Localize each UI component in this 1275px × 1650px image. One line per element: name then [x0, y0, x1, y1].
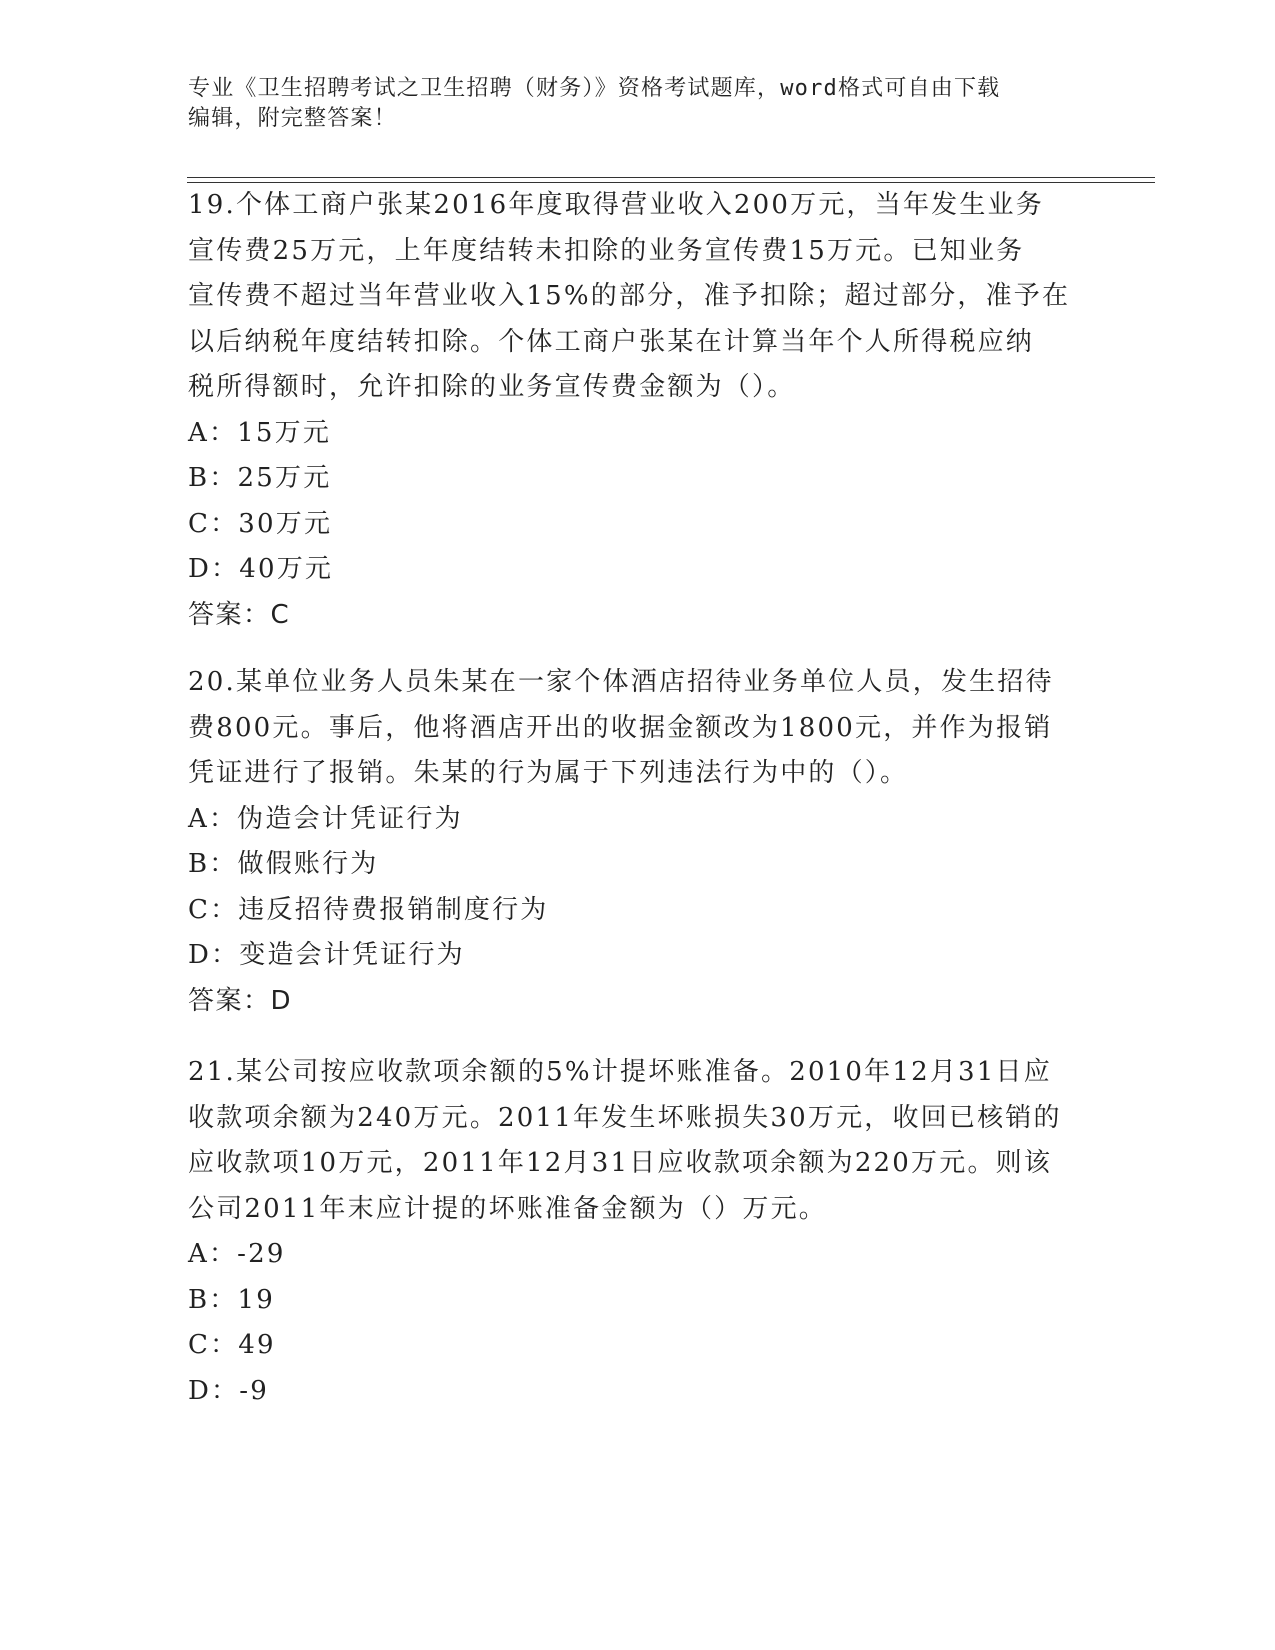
stem-line: 公司2011年末应计提的坏账准备金额为（）万元。 — [188, 1193, 827, 1224]
option-d: D：-9 — [188, 1375, 269, 1406]
option-c: C：49 — [188, 1330, 276, 1360]
stem-line: 收款项余额为240万元。2011年发生坏账损失30万元，收回已核销的 — [188, 1102, 1062, 1133]
stem-line: 凭证进行了报销。朱某的行为属于下列违法行为中的（）。 — [188, 758, 909, 788]
answer: 答案：D — [188, 985, 293, 1016]
option-d: D：40万元 — [188, 554, 334, 584]
question-stem — [188, 183, 1088, 411]
question-21 — [188, 1050, 1088, 1414]
document-header — [188, 74, 1088, 134]
stem-line: 税所得额时，允许扣除的业务宣传费金额为（）。 — [188, 372, 796, 402]
option-b: B：25万元 — [188, 463, 332, 493]
header-line: 专业《卫生招聘考试之卫生招聘（财务）》资格考试题库，word格式可自由下载 — [188, 76, 1001, 101]
option-a: A：伪造会计凭证行为 — [188, 803, 463, 834]
stem-line: 应收款项10万元，2011年12月31日应收款项余额为220万元。则该 — [188, 1148, 1053, 1178]
stem-line: 费800元。事后，他将酒店开出的收据金额改为1800元，并作为报销 — [188, 712, 1053, 743]
option-c: C：30万元 — [188, 508, 333, 539]
stem-line: 20.某单位业务人员朱某在一家个体酒店招待业务单位人员，发生招待 — [188, 667, 1054, 697]
option-d: D：变造会计凭证行为 — [188, 940, 465, 970]
header-divider — [187, 177, 1155, 178]
stem-line: 以后纳税年度结转扣除。个体工商户张某在计算当年个人所得税应纳 — [188, 326, 1035, 357]
stem-line: 21.某公司按应收款项余额的5%计提坏账准备。2010年12月31日应 — [188, 1057, 1052, 1087]
option-a: A：15万元 — [188, 417, 332, 448]
question-19 — [188, 183, 1088, 638]
header-line: 编辑，附完整答案！ — [188, 106, 397, 131]
option-b: B：做假账行为 — [188, 849, 379, 879]
option-c: C：违反招待费报销制度行为 — [188, 894, 549, 925]
stem-line: 宣传费25万元，上年度结转未扣除的业务宣传费15万元。已知业务 — [188, 235, 1025, 266]
stem-line: 19.个体工商户张某2016年度取得营业收入200万元，当年发生业务 — [188, 190, 1044, 220]
question-stem — [188, 660, 1088, 797]
stem-line: 宣传费不超过当年营业收入15%的部分，准予扣除；超过部分，准予在 — [188, 281, 1071, 311]
option-b: B：19 — [188, 1284, 275, 1315]
option-a: A：-29 — [188, 1239, 286, 1269]
question-20 — [188, 660, 1088, 1024]
answer: 答案：C — [188, 599, 291, 630]
question-stem — [188, 1050, 1088, 1232]
